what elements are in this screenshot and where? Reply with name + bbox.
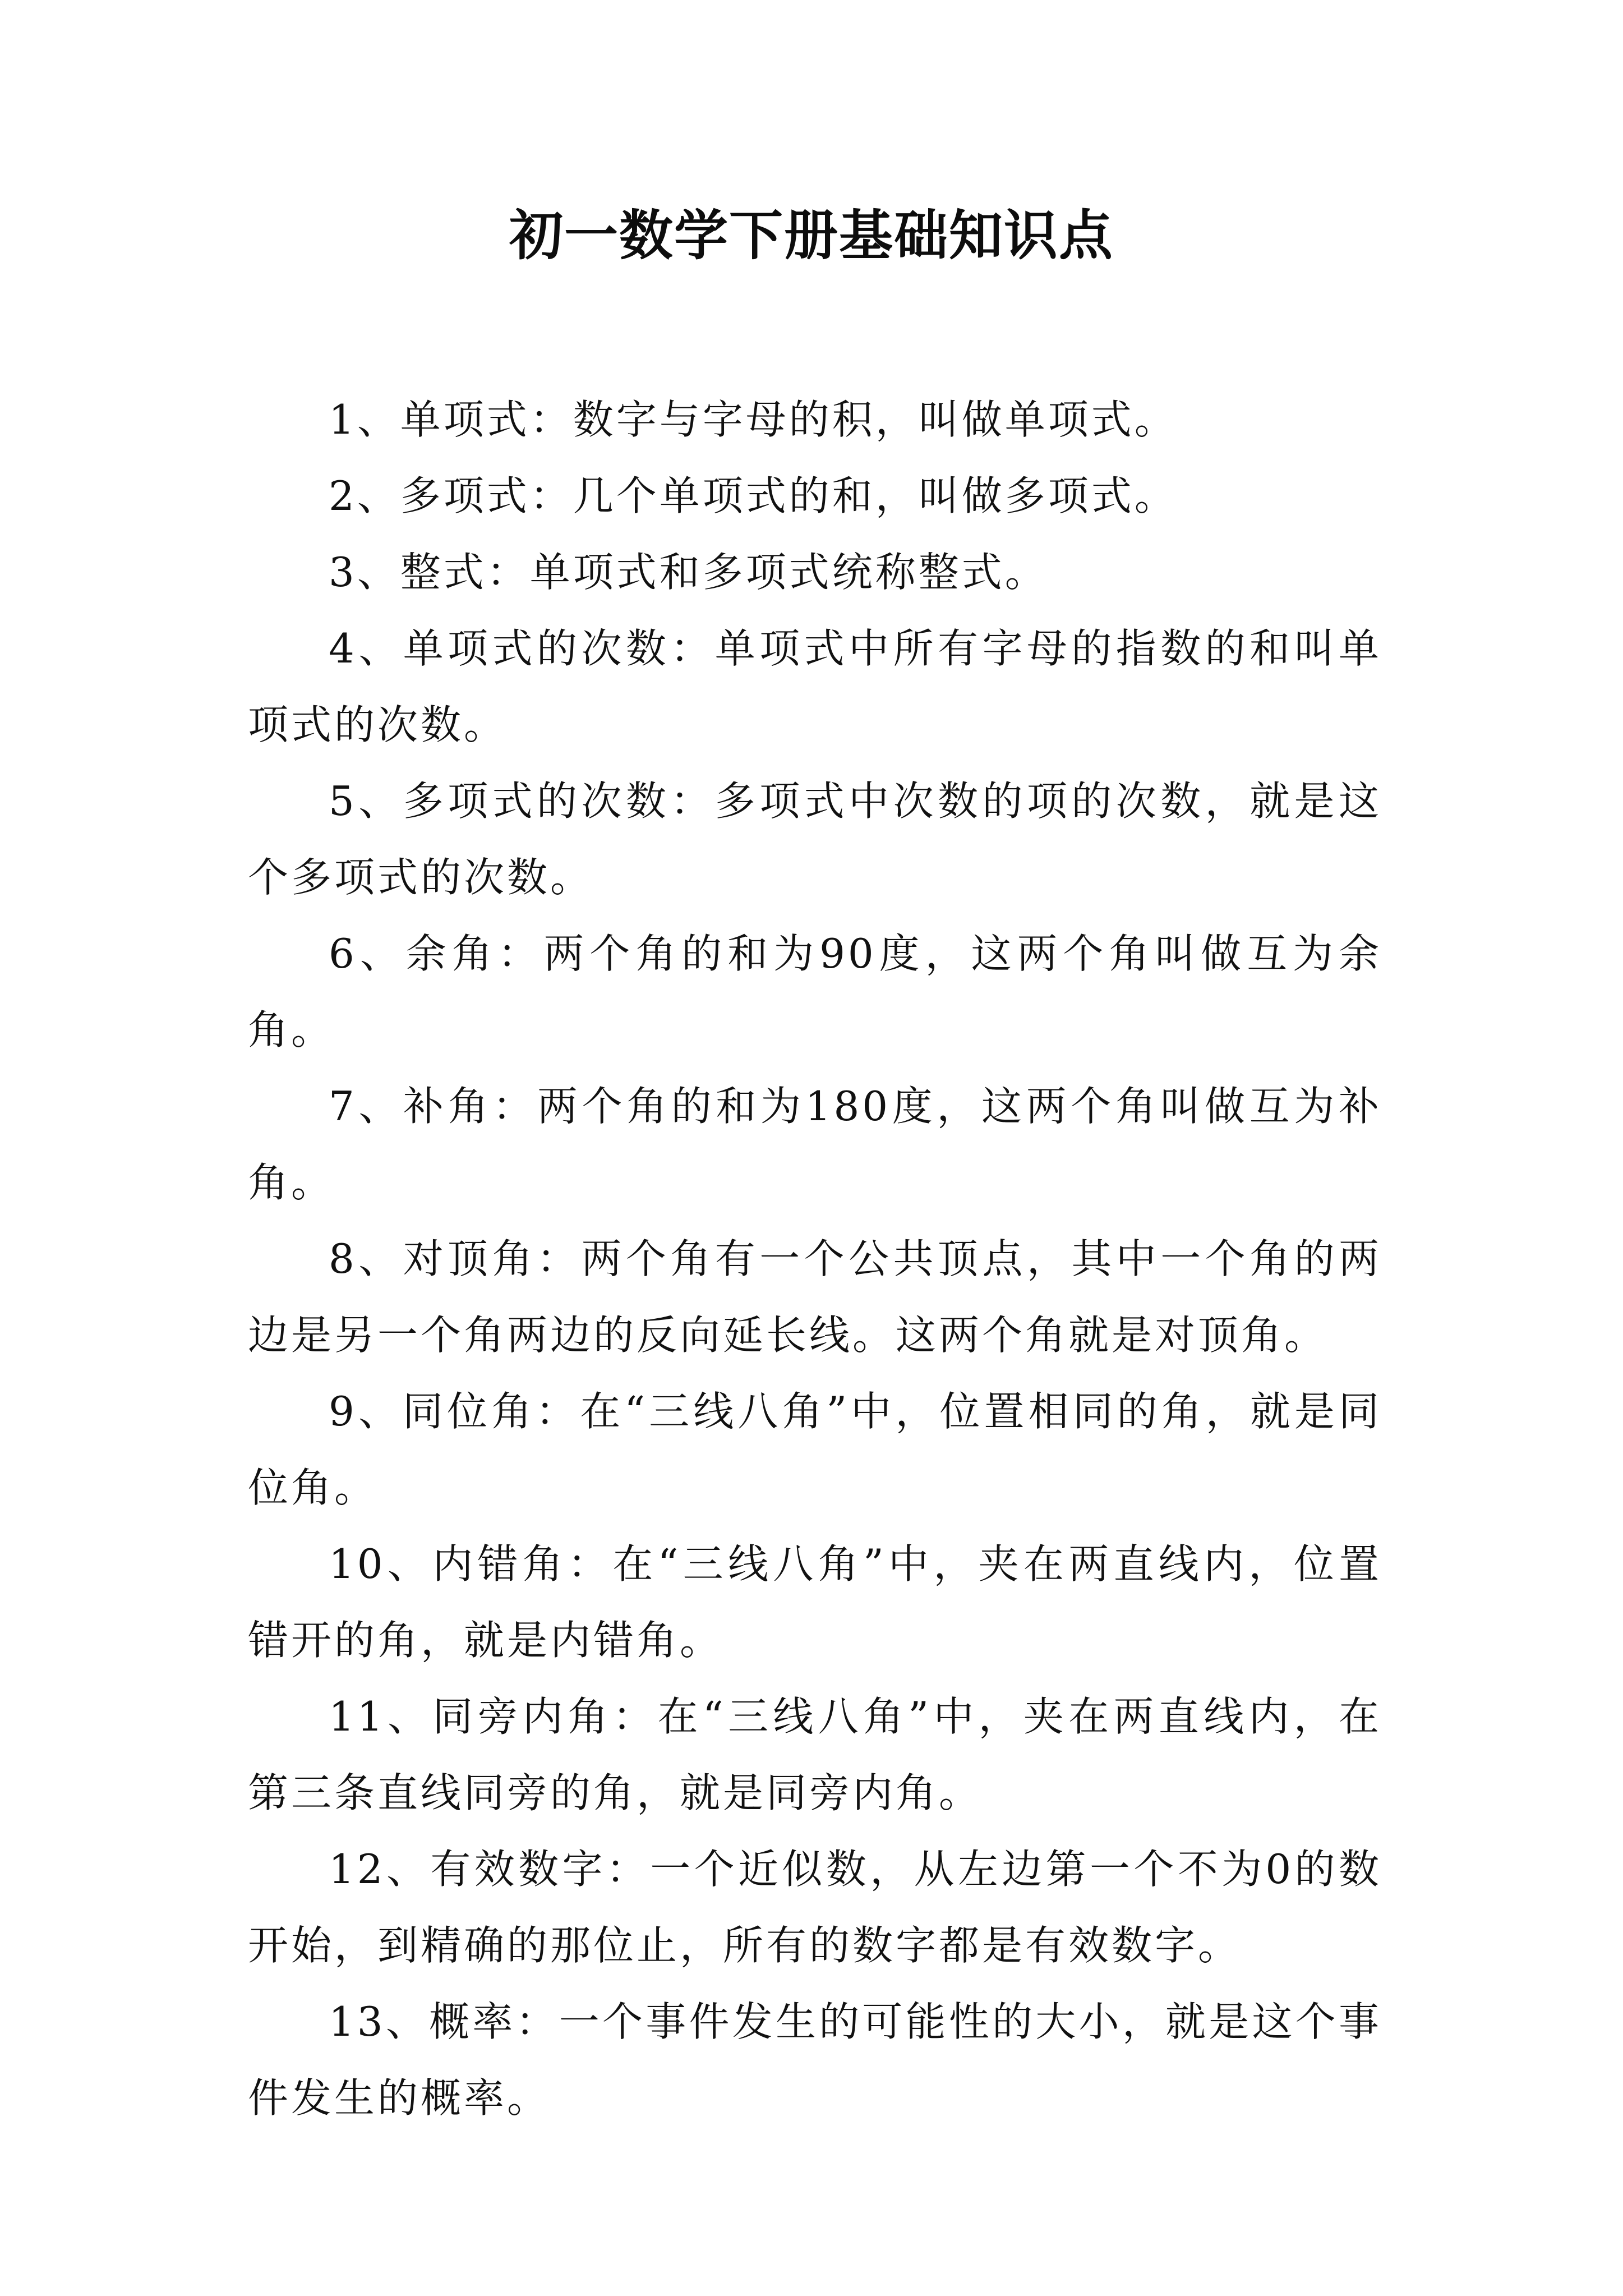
list-item-12: 12、有效数字：一个近似数，从左边第一个不为0的数开始，到精确的那位止，所有的数字都是有效数字。 — [248, 1846, 1382, 1969]
list-item-11: 11、同旁内角：在“三线八角”中，夹在两直线内，在第三条直线同旁的角，就是同旁内角。 — [248, 1693, 1382, 1816]
list-item-6: 6、余角：两个角的和为90度，这两个角叫做互为余角。 — [248, 930, 1382, 1053]
list-item-7: 7、补角：两个角的和为180度，这两个角叫做互为补角。 — [248, 1083, 1382, 1206]
list-item-13: 13、概率：一个事件发生的可能性的大小，就是这个事件发生的概率。 — [248, 1998, 1382, 2122]
document-body — [248, 381, 1382, 2136]
list-item-4: 4、单项式的次数：单项式中所有字母的指数的和叫单项式的次数。 — [248, 625, 1382, 748]
list-item-1: 1、单项式：数字与字母的积，叫做单项式。 — [329, 396, 1178, 443]
list-item-3: 3、整式：单项式和多项式统称整式。 — [329, 549, 1048, 596]
list-item-2: 2、多项式：几个单项式的和，叫做多项式。 — [329, 472, 1178, 519]
list-item-8: 8、对顶角：两个角有一个公共顶点，其中一个角的两边是另一个角两边的反向延长线。这两个角就是对顶角。 — [248, 1235, 1382, 1359]
list-item-9: 9、同位角：在“三线八角”中，位置相同的角，就是同位角。 — [248, 1388, 1382, 1511]
document-title: 初一数学下册基础知识点 — [509, 204, 1114, 267]
list-item-5: 5、多项式的次数：多项式中次数的项的次数，就是这个多项式的次数。 — [248, 777, 1382, 901]
list-item-10: 10、内错角：在“三线八角”中，夹在两直线内，位置错开的角，就是内错角。 — [248, 1540, 1382, 1664]
